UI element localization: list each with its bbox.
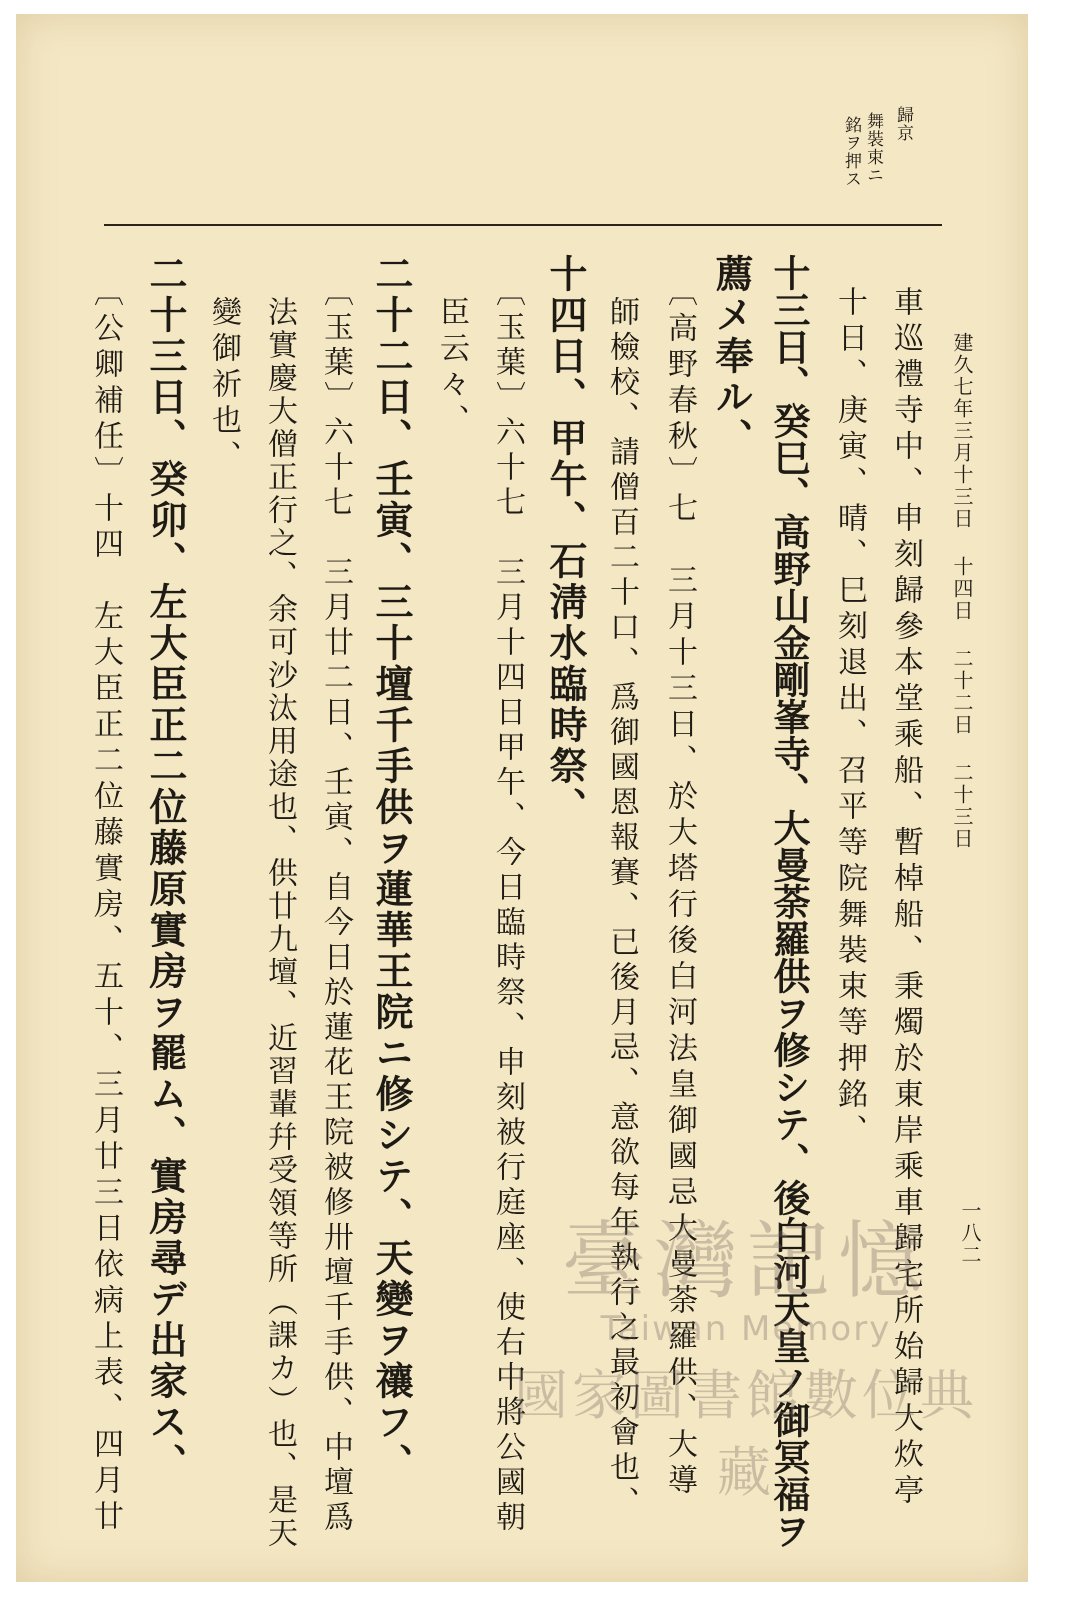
watermark-title: 臺灣記憶 bbox=[561, 1212, 930, 1310]
header-date-line: 建久七年三月十三日 十四日 二十二日 二十三日 bbox=[950, 332, 974, 850]
text-column-8: 〔玉葉〕六十七 三月十四日甲午、今日臨時祭、申刻被行庭座、使右中將公國朝 bbox=[490, 276, 525, 1536]
text-column-1: 車巡禮寺中、申刻歸參本堂乘船、暫棹船、秉燭於東岸乘車歸宅所始歸大炊亭 bbox=[888, 286, 923, 1510]
text-column-10: 二十二日、壬寅、三十壇千手供ヲ蓮華王院ニ修シテ、天變ヲ禳フ、 bbox=[369, 254, 414, 1484]
watermark-english: Taiwan Memory bbox=[600, 1309, 892, 1349]
watermark bbox=[496, 1194, 996, 1504]
side-note-costume: 舞裝束ニ bbox=[863, 112, 883, 184]
text-column-3: 十三日、癸巳、高野山金剛峯寺、大曼荼羅供ヲ修シテ、後白河天皇ノ御冥福ヲ bbox=[767, 254, 811, 1549]
text-column-15: 〔公卿補任〕十四 左大臣正二位藤實房、五十、三月廿三日依病上表、四月廿 bbox=[88, 276, 123, 1536]
text-column-5: 〔高野春秋〕七 三月十三日、於大塔行後白河法皇御國忌大曼荼羅供、大導 bbox=[662, 276, 697, 1500]
text-column-14: 二十三日、癸卯、左大臣正二位藤原實房ヲ罷ム、實房尋デ出家ス、 bbox=[143, 254, 188, 1484]
text-column-13: 變御祈也、 bbox=[206, 296, 241, 476]
header-divider bbox=[104, 224, 942, 226]
text-column-9: 臣云々、 bbox=[434, 296, 469, 440]
text-column-12: 法實慶大僧正行之、余可沙汰用途也、供廿九壇、近習輩幷受領等所（課カ）也、是天 bbox=[262, 296, 297, 1550]
text-column-7: 十四日、甲午、石淸水臨時祭、 bbox=[543, 254, 588, 828]
watermark-subtitle: 國家圖書館數位典藏 bbox=[514, 1364, 978, 1504]
side-note-return: 歸京 bbox=[893, 106, 913, 142]
text-column-11: 〔玉葉〕六十七 三月廿二日、壬寅、自今日於蓮花王院被修卅壇千手供、中壇爲 bbox=[318, 276, 353, 1536]
text-column-4: 薦メ奉ル、 bbox=[709, 254, 754, 459]
document-page bbox=[16, 14, 1028, 1582]
side-note-seal: 銘ヲ押ス bbox=[841, 116, 861, 188]
text-column-6: 師檢校、請僧百二十口、爲御國恩報賽、已後月忌、意欲每年執行之最初會也、 bbox=[604, 296, 639, 1521]
page-number: 一八二 bbox=[958, 1200, 982, 1266]
text-column-2: 十日、庚寅、晴、巳刻退出、召平等院舞裝束等押銘、 bbox=[832, 286, 867, 1150]
